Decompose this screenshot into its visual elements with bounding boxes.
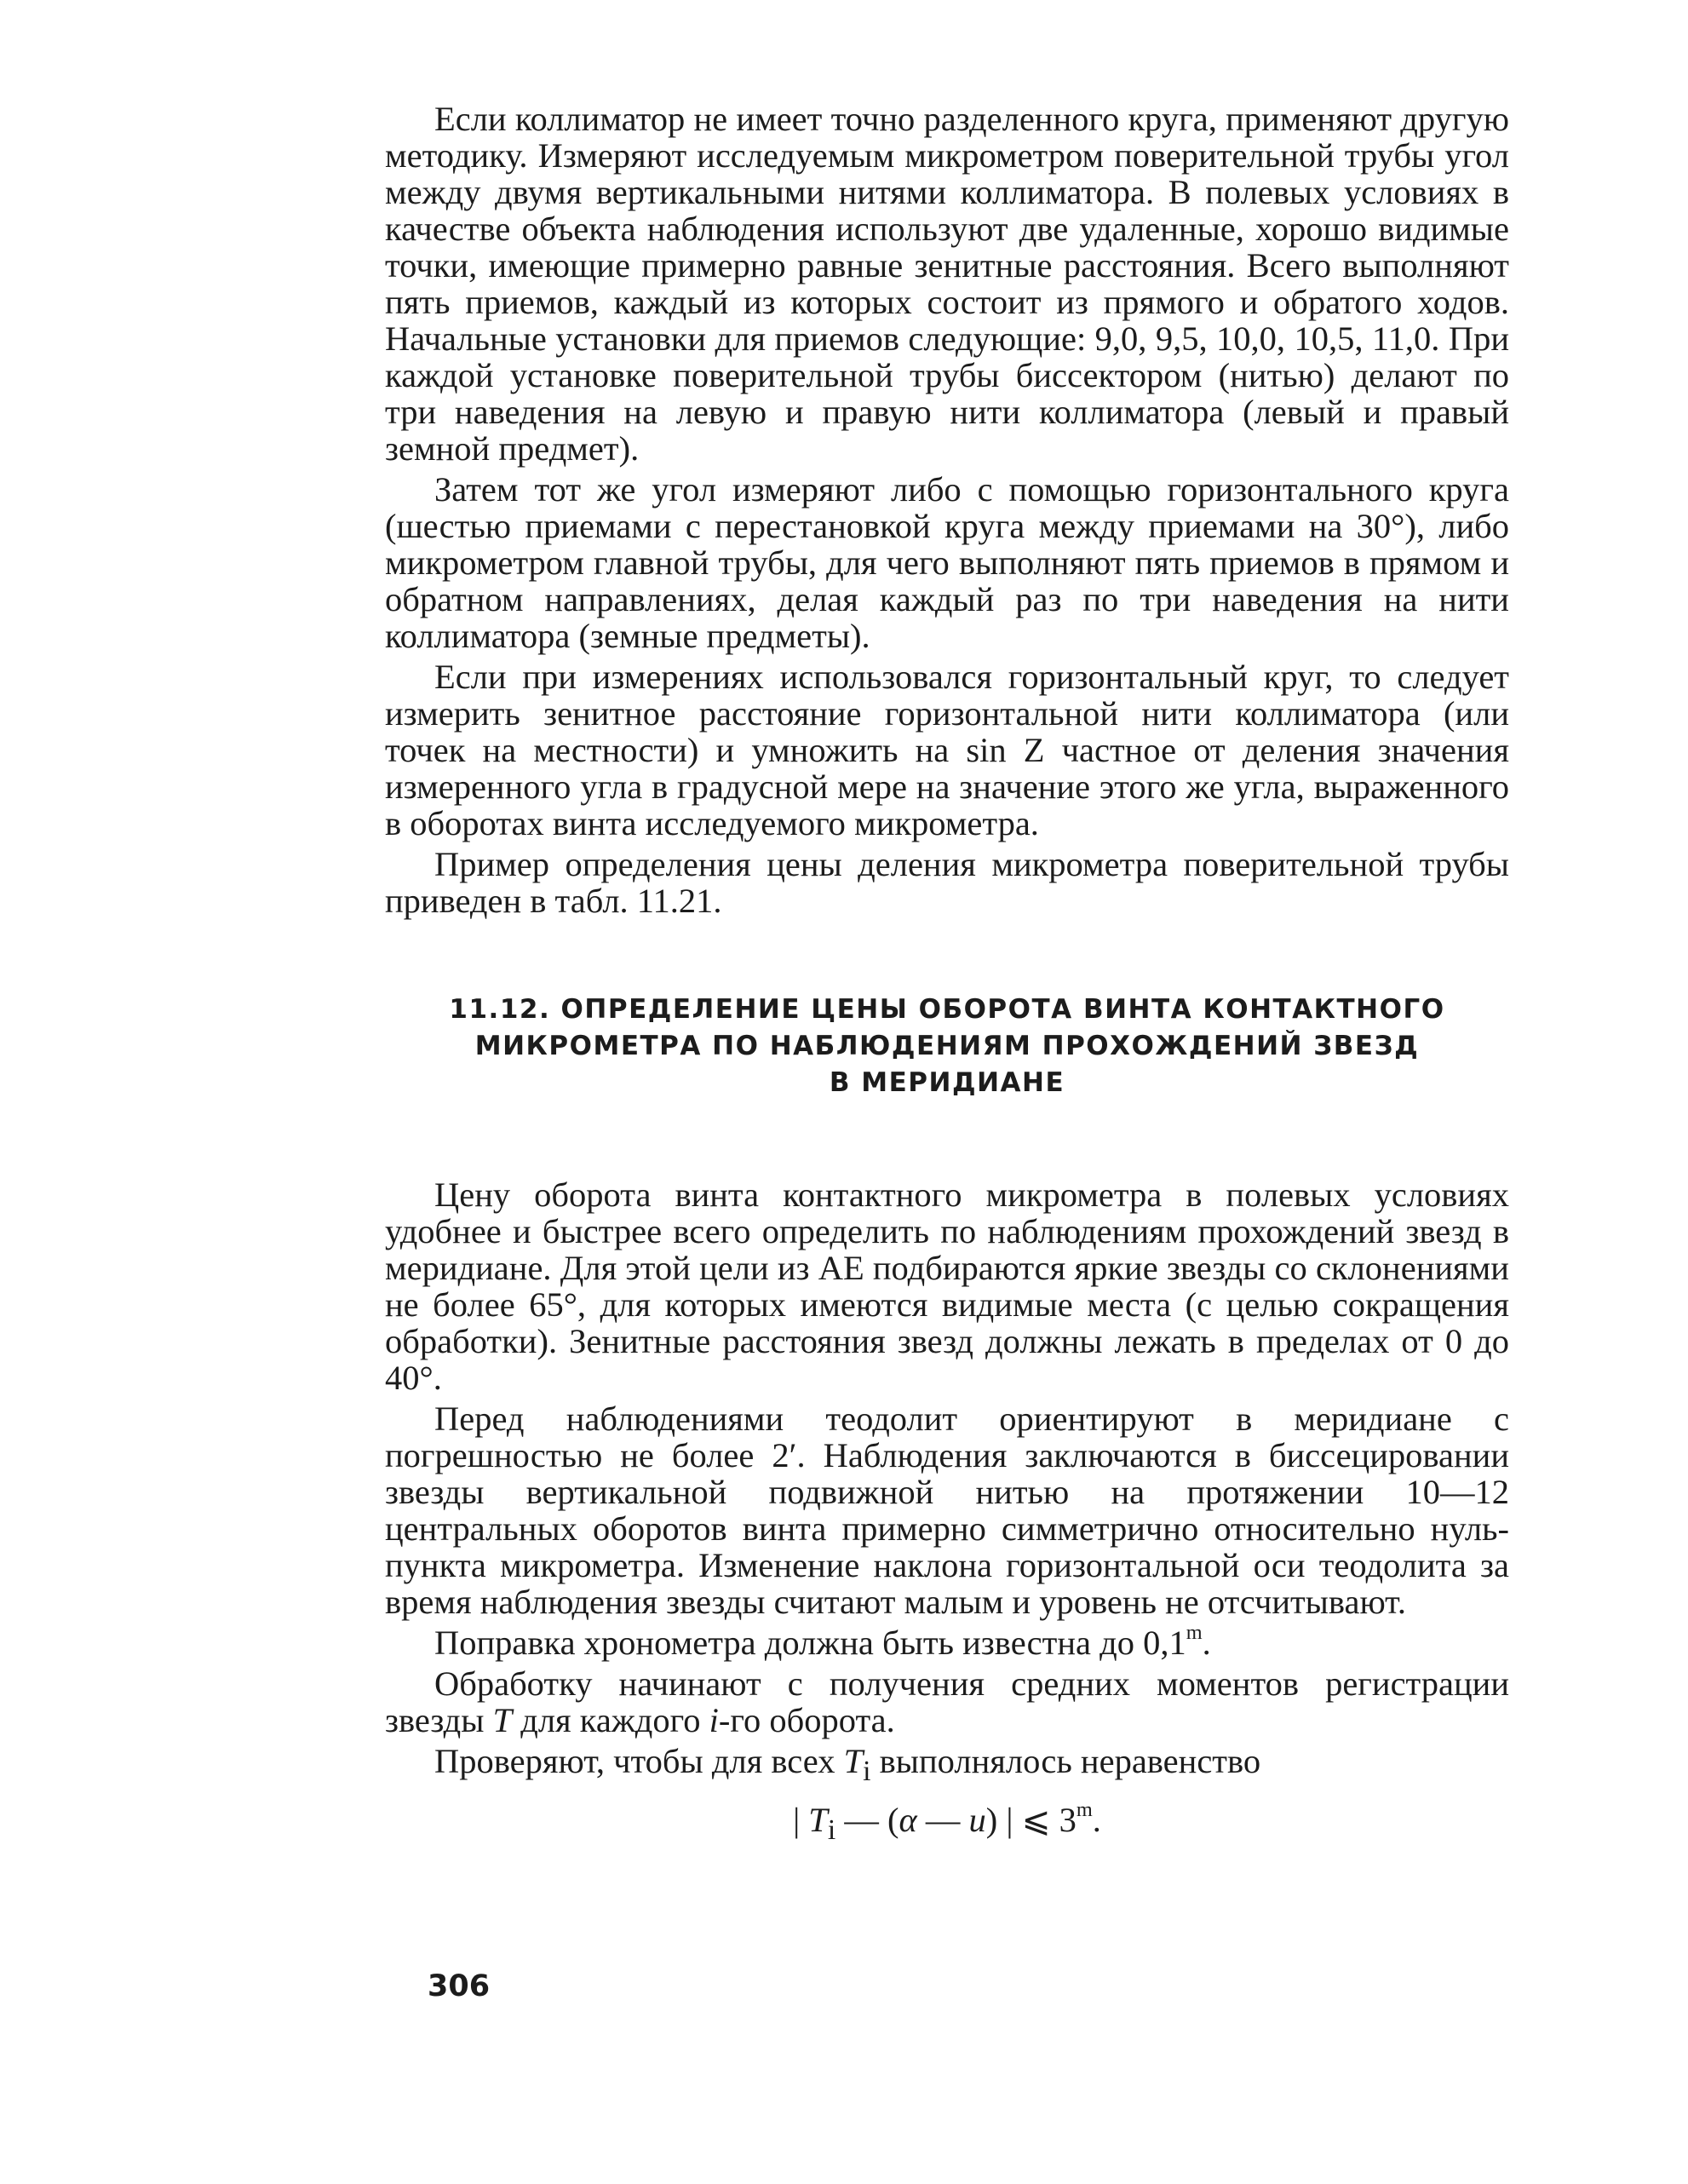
page-number: 306	[428, 1969, 491, 2003]
paragraph-chronometer-correction: Поправка хронометра должна быть известна до 0,1$^m$.	[434, 1620, 1211, 1662]
paragraph-angle-measurement: Затем тот же угол измеряют либо с помощью горизонтального круга (шестью приемами с перестановкой круга между приемами на 30°), либо микрометром главной трубы, для чего выполняют пять приемов в прямом и обратном направлениях, делая каждый раз по три наведения на нити коллиматора (земные предметы).	[385, 470, 1509, 655]
paragraph-processing: Обработку начинают с получения средних моментов регистрации звезды T для каждого i-го оборота.	[385, 1664, 1509, 1739]
paragraph-check-inequality: Проверяют, чтобы для всех $T_i$ выполнялось неравенство	[434, 1742, 1261, 1788]
inequality-formula: | $T_i$ — (α — u) | ⩽ 3$^m$.	[793, 1797, 1101, 1847]
paragraph-horizontal-circle: Если при измерениях использовался горизонтальный круг, то следует измерить зенитное расстояние горизонтальной нити коллиматора (или точек на местности) и умножить на sin Z частное от деления значения измеренного угла в градусной мере на значение этого же угла, выраженного в оборотах винта исследуемого микрометра.	[385, 658, 1509, 842]
paragraph-contact-micrometer: Цену оборота винта контактного микрометра в полевых условиях удобнее и быстрее всего определить по наблюдениям прохождений звезд в меридиане. Для этой цели из АЕ подбираются яркие звезды со склонениями не более 65°, для которых имеются видимые места (с целью сокращения обработки). Зенитные расстояния звезд должны лежать в пределах от 0 до 40°.	[385, 1175, 1509, 1397]
paragraph-observations: Перед наблюдениями теодолит ориентируют в меридиане с погрешностью не более 2′. Наблюдения заключаются в биссецировании звезды вертикальной подвижной нитью на протяжении 10—12 центральных оборотов винта примерно симметрично относительно нуль-пункта микрометра. Изменение наклона горизонтальной оси теодолита за время наблюдения звезды считают малым и уровень не отсчитывают.	[385, 1399, 1509, 1621]
section-heading-line-1: 11.12. ОПРЕДЕЛЕНИЕ ЦЕНЫ ОБОРОТА ВИНТА КОНТАКТНОГО	[449, 994, 1445, 1025]
paragraph-collimator-method: Если коллиматор не имеет точно разделенного круга, применяют другую методику. Измеряют исследуемым микрометром поверительной трубы угол между двумя вертикальными нитями коллиматора. В полевых условиях в качестве объекта наблюдения используют две удаленные, хорошо видимые точки, имеющие примерно равные зенитные расстояния. Всего выполняют пять приемов, каждый из которых состоит из прямого и обратого ходов. Начальные установки для приемов следующие: 9,0, 9,5, 10,0, 10,5, 11,0. При каждой установке поверительной трубы биссектором (нитью) делают по три наведения на левую и правую нити коллиматора (левый и правый земной предмет).	[385, 100, 1509, 468]
section-heading-line-3: В МЕРИДИАНЕ	[829, 1067, 1065, 1098]
paragraph-table-reference: Пример определения цены деления микрометра поверительной трубы приведен в табл. 11.21.	[385, 845, 1509, 920]
page-content	[385, 101, 1509, 1848]
section-heading	[385, 991, 1509, 1101]
section-heading-line-2: МИКРОМЕТРА ПО НАБЛЮДЕНИЯМ ПРОХОЖДЕНИЙ ЗВЕЗД	[474, 1031, 1420, 1061]
